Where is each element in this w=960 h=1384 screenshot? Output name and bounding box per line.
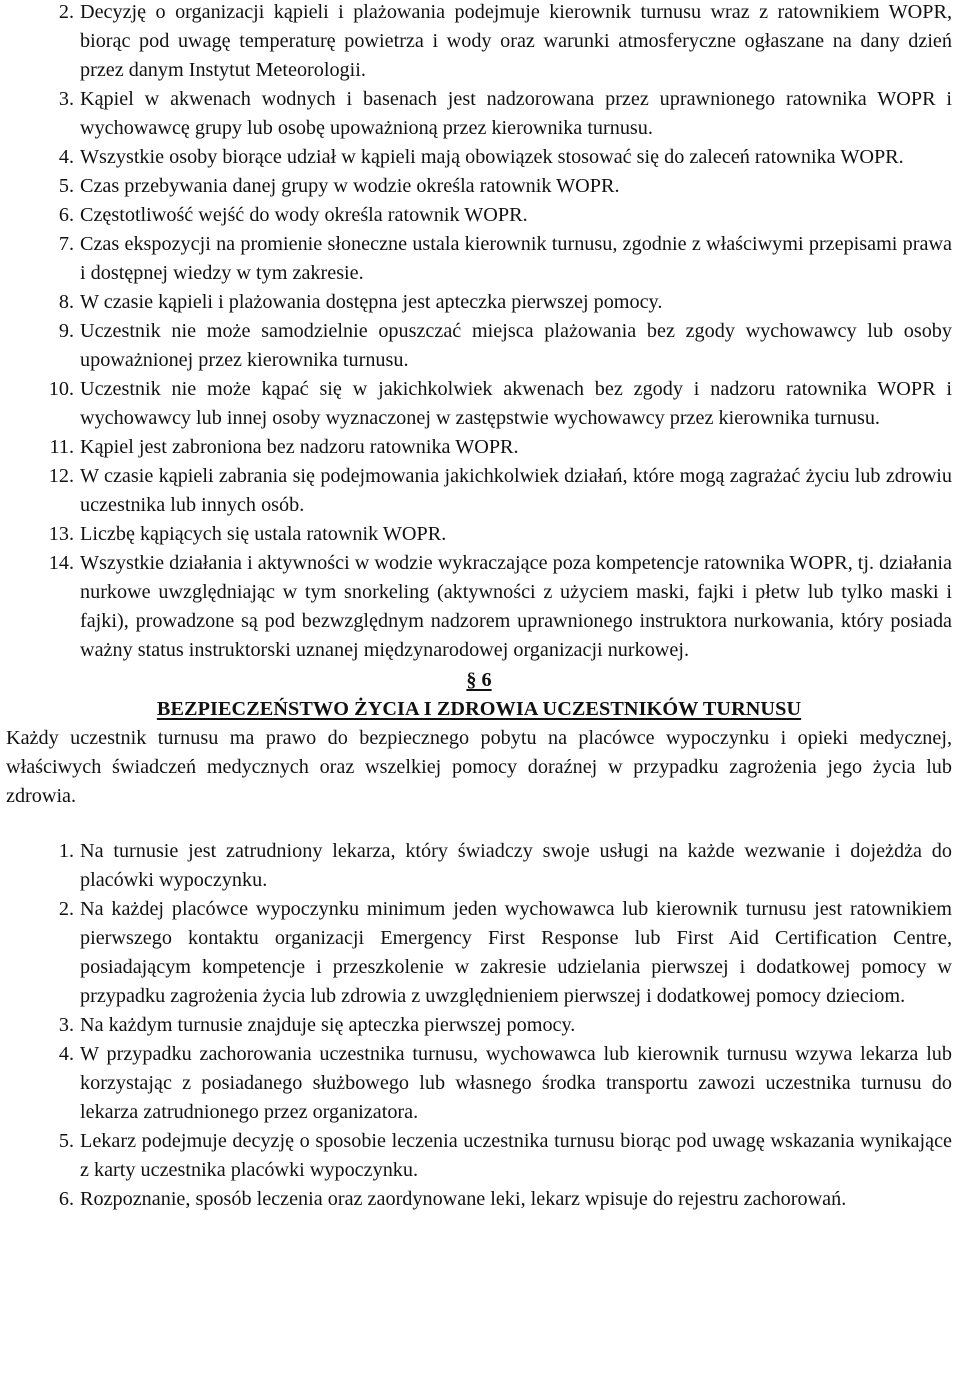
- list-item: [6, 1011, 952, 1040]
- list-item-text: Częstotliwość wejść do wody określa ratownik WOPR.: [80, 204, 528, 226]
- list-item-text: Rozpoznanie, sposób leczenia oraz zaordynowane leki, lekarz wpisuje do rejestru zachorowań.: [80, 1188, 847, 1210]
- list-item-text: Na turnusie jest zatrudniony lekarza, który świadczy swoje usługi na każde wezwanie i dojeżdża do placówki wypoczynku.: [80, 840, 952, 891]
- list-item-number: 5.: [58, 1130, 74, 1152]
- section-number: § 6: [466, 669, 492, 691]
- list-item-number: 9.: [58, 320, 74, 342]
- list-item: [6, 375, 952, 433]
- list-item: [6, 230, 952, 288]
- list-item-number: 4.: [58, 1043, 74, 1065]
- list-item-number: 5.: [58, 175, 74, 197]
- list-item-text: Na każdej placówce wypoczynku minimum jeden wychowawca lub kierownik turnusu jest ratownikiem pierwszego kontaktu organizacji Emergency First Response lub First Aid Certification Centre, posiadającym kompetencje i przeszkolenie w zakresie udzielania pierwszej i dodatkowej pomocy w przypadku zagrożenia życia lub zdrowia z uwzględnieniem pierwszej i dodatkowej pomocy dzieciom.: [80, 898, 952, 1007]
- list-item: [6, 837, 952, 895]
- list-item: [6, 317, 952, 375]
- list-item: [6, 895, 952, 1011]
- list-item-number: 2.: [58, 898, 74, 920]
- list-item: [6, 1185, 952, 1214]
- list-item-text: Czas przebywania danej grupy w wodzie określa ratownik WOPR.: [80, 175, 620, 197]
- list-item-text: Liczbę kąpiących się ustala ratownik WOPR.: [80, 523, 447, 545]
- list-item-text: Czas ekspozycji na promienie słoneczne ustala kierownik turnusu, zgodnie z właściwymi przepisami prawa i dostępnej wiedzy w tym zakresie.: [80, 233, 952, 284]
- list-item-text: Na każdym turnusie znajduje się apteczka pierwszej pomocy.: [80, 1014, 576, 1036]
- section-title: BEZPIECZEŃSTWO ŻYCIA I ZDROWIA UCZESTNIKÓW TURNUSU: [156, 698, 802, 720]
- list-item-number: 13.: [48, 523, 74, 545]
- list-item: [6, 520, 952, 549]
- list-item: [6, 288, 952, 317]
- list-item: [6, 462, 952, 520]
- list-item-text: W czasie kąpieli zabrania się podejmowania jakichkolwiek działań, które mogą zagrażać życiu lub zdrowiu uczestnika lub innych osób.: [80, 465, 952, 516]
- list-item: [6, 0, 952, 85]
- list-item: [6, 172, 952, 201]
- list-item-number: 7.: [58, 233, 74, 255]
- list-item: [6, 549, 952, 665]
- list-item-text: Uczestnik nie może samodzielnie opuszczać miejsca plażowania bez zgody wychowawcy lub osoby upoważnionej przez kierownika turnusu.: [80, 320, 952, 371]
- list-item-text: Wszystkie osoby biorące udział w kąpieli mają obowiązek stosować się do zaleceń ratownika WOPR.: [80, 146, 904, 168]
- list-item-text: Kąpiel w akwenach wodnych i basenach jest nadzorowana przez uprawnionego ratownika WOPR i wychowawcę grupy lub osobę upoważnioną przez kierownika turnusu.: [80, 88, 952, 139]
- list-item: [6, 143, 952, 172]
- list-item: [6, 1040, 952, 1127]
- list-item-number: 6.: [58, 1188, 74, 1210]
- list-item-text: W przypadku zachorowania uczestnika turnusu, wychowawca lub kierownik turnusu wzywa lekarza lub korzystając z posiadanego służbowego lub własnego środka transportu zawozi uczestnika turnusu do lekarza zatrudnionego przez organizatora.: [80, 1043, 952, 1123]
- list-item: [6, 1127, 952, 1185]
- list-item-number: 14.: [48, 552, 74, 574]
- list-item-number: 6.: [58, 204, 74, 226]
- list-item-text: W czasie kąpieli i plażowania dostępna jest apteczka pierwszej pomocy.: [80, 291, 663, 313]
- list-item-number: 10.: [48, 378, 74, 400]
- list-item-text: Wszystkie działania i aktywności w wodzie wykraczające poza kompetencje ratownika WOPR, tj. działania nurkowe uwzględniając w tym snorkeling (aktywności z użyciem maski, fajki i płetw lub tylko maski i fajki), prowadzone są pod bezwzględnym nadzorem uprawnionego instruktora nurkowania, który posiada ważny status instruktorski uznanej międzynarodowej organizacji nurkowej.: [80, 552, 952, 661]
- list-item: [6, 201, 952, 230]
- list-item-number: 3.: [58, 88, 74, 110]
- list-item-text: Uczestnik nie może kąpać się w jakichkolwiek akwenach bez zgody i nadzoru ratownika WOPR i wychowawcy lub innej osoby wyznaczonej w zastępstwie wychowawcy przez kierownika turnusu.: [80, 378, 952, 429]
- list-item-text: Kąpiel jest zabroniona bez nadzoru ratownika WOPR.: [80, 436, 519, 458]
- regulations-list-bathing: [6, 0, 952, 665]
- list-item-text: Decyzję o organizacji kąpieli i plażowania podejmuje kierownik turnusu wraz z ratownikiem WOPR, biorąc pod uwagę temperaturę powietrza i wody oraz warunki atmosferyczne ogłaszane na dany dzień przez danym Instytut Meteorologii.: [80, 1, 952, 81]
- list-item: [6, 433, 952, 462]
- list-item-number: 1.: [58, 840, 74, 862]
- list-item-number: 8.: [58, 291, 74, 313]
- list-item: [6, 85, 952, 143]
- list-item-number: 11.: [49, 436, 74, 458]
- blank-line: [6, 811, 952, 837]
- list-item-number: 4.: [58, 146, 74, 168]
- list-item-number: 3.: [58, 1014, 74, 1036]
- regulations-list-health: [6, 837, 952, 1214]
- list-item-text: Lekarz podejmuje decyzję o sposobie leczenia uczestnika turnusu biorąc pod uwagę wskazania wynikające z karty uczestnika placówki wypoczynku.: [80, 1130, 952, 1181]
- section-intro-paragraph: Każdy uczestnik turnusu ma prawo do bezpiecznego pobytu na placówce wypoczynku i opieki medycznej, właściwych świadczeń medycznych oraz wszelkiej pomocy doraźnej w przypadku zagrożenia jego życia lub zdrowia.: [6, 727, 952, 807]
- list-item-number: 2.: [58, 1, 74, 23]
- list-item-number: 12.: [48, 465, 74, 487]
